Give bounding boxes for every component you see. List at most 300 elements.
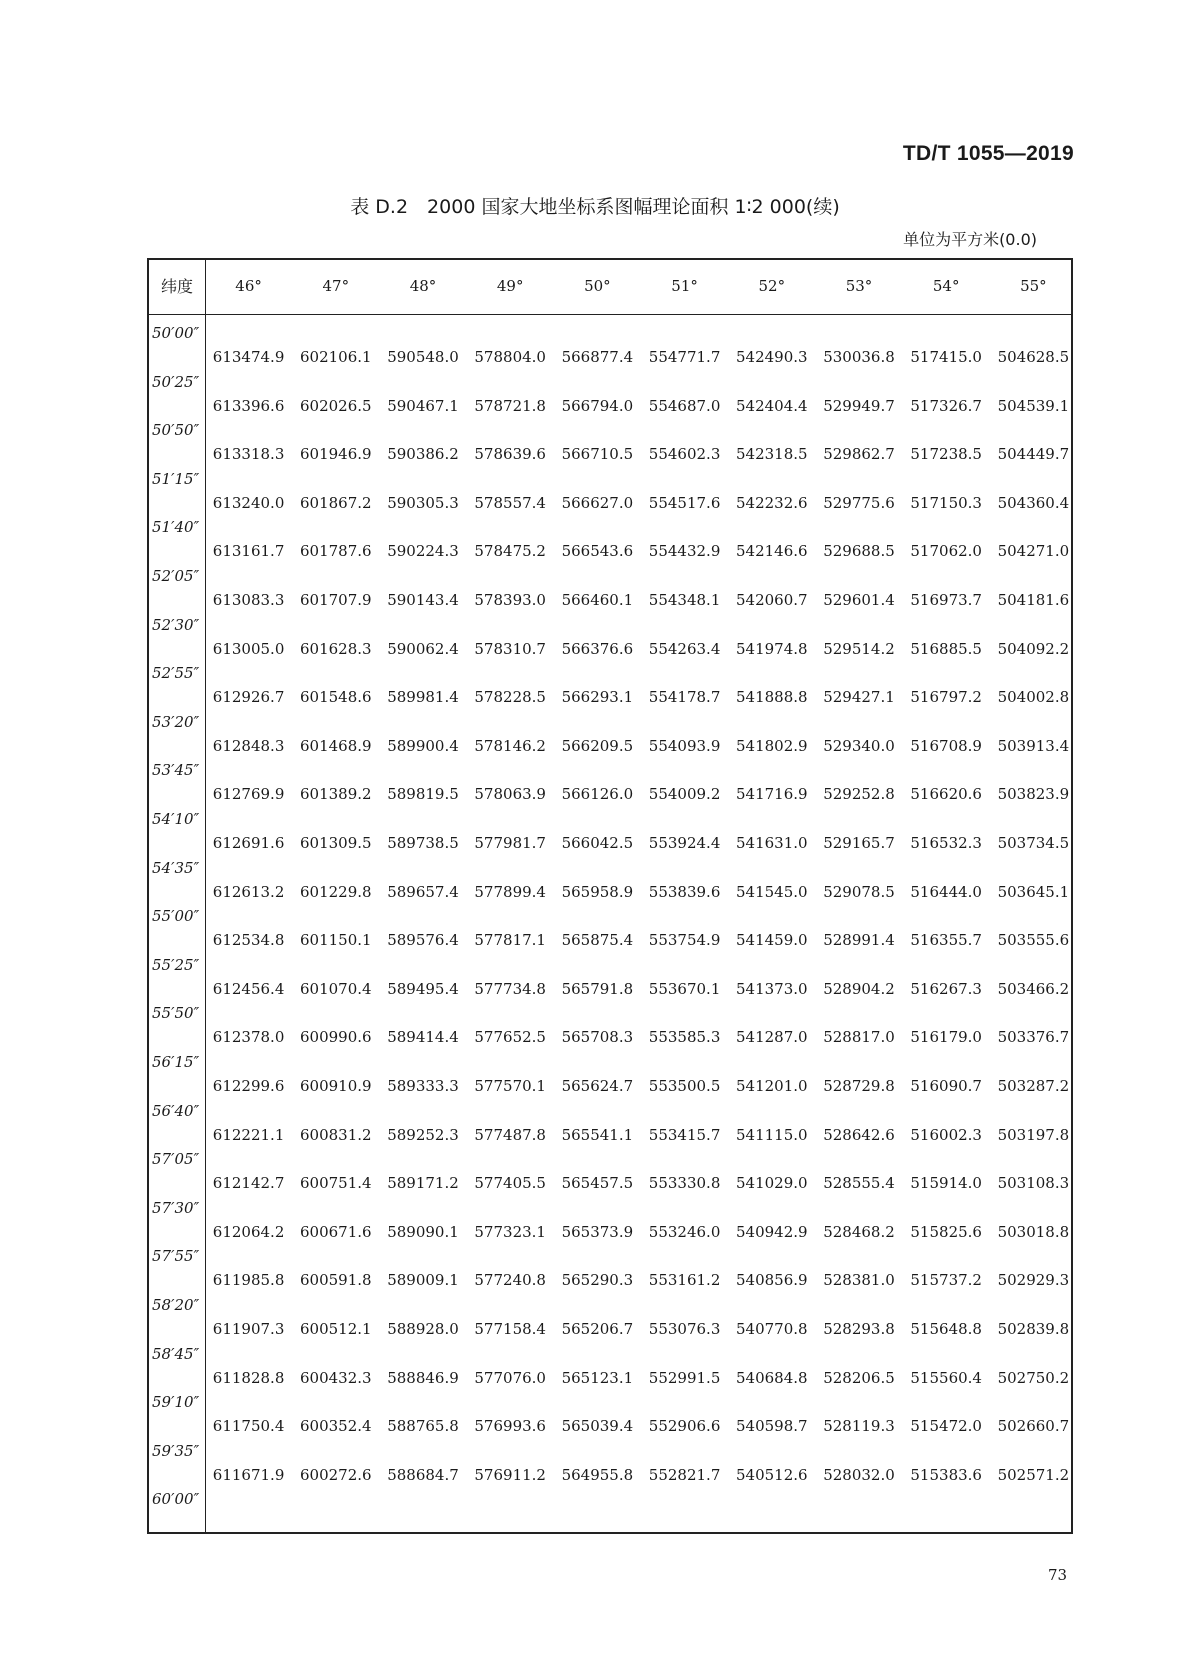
table-cell: 566710.5 bbox=[561, 445, 634, 464]
table-cell: 529688.5 bbox=[823, 542, 895, 561]
table-cell: 541802.9 bbox=[735, 736, 808, 755]
table-cell: 541716.9 bbox=[735, 785, 808, 804]
table-cell: 577323.1 bbox=[474, 1222, 546, 1241]
table-row bbox=[149, 397, 1071, 417]
table-cell: 577158.4 bbox=[474, 1320, 546, 1338]
table-cell: 528991.4 bbox=[823, 931, 895, 950]
table-header-row bbox=[149, 260, 1071, 315]
table-cell: 601389.2 bbox=[299, 785, 372, 804]
table-cell: 590386.2 bbox=[387, 445, 459, 464]
table-cell: 516620.6 bbox=[910, 785, 982, 804]
table-cell: 576911.2 bbox=[474, 1465, 546, 1484]
table-cell: 613240.0 bbox=[212, 493, 285, 512]
table-cell: 504271.0 bbox=[997, 542, 1070, 561]
table-cell: 565123.1 bbox=[561, 1368, 634, 1387]
latitude-label: 51′40″ bbox=[152, 518, 200, 537]
latitude-label: 53′20″ bbox=[152, 712, 200, 731]
table-cell: 565290.3 bbox=[561, 1271, 634, 1290]
table-cell: 529949.7 bbox=[823, 396, 895, 415]
table-cell: 566209.5 bbox=[561, 736, 634, 755]
table-cell: 565373.9 bbox=[561, 1222, 634, 1241]
table-cell: 503734.5 bbox=[997, 834, 1070, 852]
table-cell: 600910.9 bbox=[299, 1077, 372, 1095]
table-cell: 589414.4 bbox=[387, 1028, 459, 1047]
table-cell: 613396.6 bbox=[212, 396, 285, 415]
table-cell: 541373.0 bbox=[735, 979, 808, 998]
latitude-label: 55′00″ bbox=[152, 907, 200, 926]
table-cell: 542404.4 bbox=[735, 396, 808, 415]
table-cell: 612378.0 bbox=[212, 1028, 285, 1047]
table-cell: 613161.7 bbox=[212, 542, 285, 561]
longitude-header: 53° bbox=[845, 277, 873, 295]
table-cell: 611750.4 bbox=[212, 1417, 285, 1436]
table-cell: 542490.3 bbox=[735, 348, 808, 366]
table-cell: 541974.8 bbox=[735, 639, 808, 658]
table-cell: 516002.3 bbox=[910, 1125, 982, 1144]
latitude-label: 56′40″ bbox=[152, 1101, 200, 1120]
table-cell: 529078.5 bbox=[823, 882, 895, 901]
latitude-header: 纬度 bbox=[160, 277, 193, 296]
table-cell: 601150.1 bbox=[299, 931, 372, 950]
table-cell: 517415.0 bbox=[910, 348, 982, 366]
table-cell: 565457.5 bbox=[561, 1174, 634, 1193]
table-cell: 504181.6 bbox=[997, 591, 1070, 609]
table-cell: 552821.7 bbox=[648, 1465, 721, 1484]
table-cell: 612691.6 bbox=[212, 834, 285, 852]
table-cell: 590224.3 bbox=[387, 542, 459, 561]
latitude-label: 60′00″ bbox=[152, 1490, 200, 1509]
table-row bbox=[149, 1466, 1071, 1486]
table-cell: 577570.1 bbox=[474, 1077, 546, 1095]
table-row bbox=[149, 883, 1071, 903]
latitude-label: 55′25″ bbox=[152, 955, 200, 974]
table-cell: 503466.2 bbox=[997, 979, 1070, 998]
table-cell: 602026.5 bbox=[299, 396, 372, 415]
latitude-label: 58′45″ bbox=[152, 1344, 200, 1363]
table-cell: 504449.7 bbox=[997, 445, 1070, 464]
table-cell: 577981.7 bbox=[474, 834, 546, 852]
table-cell: 600512.1 bbox=[299, 1320, 372, 1338]
table-cell: 502750.2 bbox=[997, 1368, 1070, 1387]
table-cell: 564955.8 bbox=[561, 1465, 634, 1484]
table-cell: 612142.7 bbox=[212, 1174, 285, 1193]
table-cell: 541201.0 bbox=[735, 1077, 808, 1095]
table-cell: 554178.7 bbox=[648, 688, 721, 707]
table-cell: 503197.8 bbox=[997, 1125, 1070, 1144]
table-cell: 503823.9 bbox=[997, 785, 1070, 804]
table-cell: 576993.6 bbox=[474, 1417, 546, 1436]
latitude-label: 51′15″ bbox=[152, 469, 200, 488]
latitude-label: 50′50″ bbox=[152, 421, 200, 440]
table-cell: 588846.9 bbox=[387, 1368, 459, 1387]
table-row bbox=[149, 1417, 1071, 1437]
table-cell: 515472.0 bbox=[910, 1417, 982, 1436]
table-cell: 566042.5 bbox=[561, 834, 634, 852]
table-cell: 541631.0 bbox=[735, 834, 808, 852]
table-row bbox=[149, 737, 1071, 757]
table-cell: 577240.8 bbox=[474, 1271, 546, 1290]
table-cell: 554009.2 bbox=[648, 785, 721, 804]
latitude-label: 59′10″ bbox=[152, 1393, 200, 1412]
table-cell: 613083.3 bbox=[212, 591, 285, 609]
table-cell: 602106.1 bbox=[299, 348, 372, 366]
table-cell: 611985.8 bbox=[212, 1271, 285, 1290]
table-cell: 565958.9 bbox=[561, 882, 634, 901]
table-cell: 504539.1 bbox=[997, 396, 1070, 415]
table-cell: 515825.6 bbox=[910, 1222, 982, 1241]
longitude-header: 47° bbox=[322, 277, 350, 295]
table-cell: 600591.8 bbox=[299, 1271, 372, 1290]
table-row bbox=[149, 640, 1071, 660]
table-cell: 578721.8 bbox=[474, 396, 546, 415]
table-cell: 612534.8 bbox=[212, 931, 285, 950]
table-cell: 578804.0 bbox=[474, 348, 546, 366]
table-cell: 553670.1 bbox=[648, 979, 721, 998]
table-cell: 577899.4 bbox=[474, 882, 546, 901]
table-cell: 611907.3 bbox=[212, 1320, 285, 1338]
table-cell: 589495.4 bbox=[387, 979, 459, 998]
table-cell: 540770.8 bbox=[735, 1320, 808, 1338]
table-cell: 578393.0 bbox=[474, 591, 546, 609]
table-cell: 612221.1 bbox=[212, 1125, 285, 1144]
table-cell: 517062.0 bbox=[910, 542, 982, 561]
table-cell: 554602.3 bbox=[648, 445, 721, 464]
table-cell: 554687.0 bbox=[648, 396, 721, 415]
table-row bbox=[149, 1223, 1071, 1243]
table-cell: 601787.6 bbox=[299, 542, 372, 561]
table-row bbox=[149, 688, 1071, 708]
table-cell: 554517.6 bbox=[648, 493, 721, 512]
table-cell: 566376.6 bbox=[561, 639, 634, 658]
table-cell: 613318.3 bbox=[212, 445, 285, 464]
latitude-label: 54′35″ bbox=[152, 858, 200, 877]
table-cell: 612456.4 bbox=[212, 979, 285, 998]
table-cell: 565708.3 bbox=[561, 1028, 634, 1047]
table-cell: 528729.8 bbox=[823, 1077, 895, 1095]
longitude-header: 50° bbox=[584, 277, 611, 295]
area-table bbox=[147, 258, 1073, 1534]
table-cell: 502929.3 bbox=[997, 1271, 1070, 1290]
table-cell: 528119.3 bbox=[823, 1417, 895, 1436]
table-cell: 588928.0 bbox=[387, 1320, 459, 1338]
table-cell: 528293.8 bbox=[823, 1320, 895, 1338]
table-cell: 540598.7 bbox=[735, 1417, 808, 1436]
table-cell: 528904.2 bbox=[823, 979, 895, 998]
table-cell: 577652.5 bbox=[474, 1028, 546, 1047]
table-cell: 577817.1 bbox=[474, 931, 546, 950]
table-cell: 600671.6 bbox=[299, 1222, 372, 1241]
table-cell: 528468.2 bbox=[823, 1222, 895, 1241]
table-row bbox=[149, 1320, 1071, 1340]
table-cell: 611828.8 bbox=[212, 1368, 285, 1387]
longitude-header: 54° bbox=[932, 277, 960, 295]
table-cell: 577734.8 bbox=[474, 979, 546, 998]
table-cell: 503376.7 bbox=[997, 1028, 1070, 1047]
table-cell: 516532.3 bbox=[910, 834, 982, 852]
table-cell: 601229.8 bbox=[299, 882, 372, 901]
latitude-label: 59′35″ bbox=[152, 1441, 200, 1460]
table-cell: 529340.0 bbox=[823, 736, 895, 755]
table-cell: 552906.6 bbox=[648, 1417, 721, 1436]
table-cell: 600352.4 bbox=[299, 1417, 372, 1436]
latitude-label: 52′05″ bbox=[152, 567, 200, 585]
table-cell: 529862.7 bbox=[823, 445, 895, 464]
table-cell: 601309.5 bbox=[299, 834, 372, 852]
table-cell: 553415.7 bbox=[648, 1125, 721, 1144]
longitude-header: 55° bbox=[1020, 277, 1047, 295]
table-cell: 589252.3 bbox=[387, 1125, 459, 1144]
latitude-label: 50′25″ bbox=[152, 372, 200, 391]
longitude-header: 49° bbox=[496, 277, 524, 295]
table-cell: 565875.4 bbox=[561, 931, 634, 950]
table-cell: 516444.0 bbox=[910, 882, 982, 901]
latitude-label: 57′05″ bbox=[152, 1150, 200, 1169]
table-cell: 600751.4 bbox=[299, 1174, 372, 1193]
table-cell: 566877.4 bbox=[561, 348, 634, 366]
longitude-header: 52° bbox=[758, 277, 786, 295]
table-cell: 566794.0 bbox=[561, 396, 634, 415]
table-row bbox=[149, 785, 1071, 805]
table-cell: 541459.0 bbox=[735, 931, 808, 950]
table-row bbox=[149, 1174, 1071, 1194]
table-row bbox=[149, 1028, 1071, 1048]
table-cell: 590548.0 bbox=[387, 348, 459, 366]
table-cell: 590062.4 bbox=[387, 639, 459, 658]
table-cell: 516090.7 bbox=[910, 1077, 982, 1095]
table-cell: 542318.5 bbox=[735, 445, 808, 464]
table-cell: 600432.3 bbox=[299, 1368, 372, 1387]
table-cell: 516885.5 bbox=[910, 639, 982, 658]
table-cell: 612926.7 bbox=[212, 688, 285, 707]
table-cell: 552991.5 bbox=[648, 1368, 721, 1387]
table-row bbox=[149, 1369, 1071, 1389]
table-cell: 612064.2 bbox=[212, 1222, 285, 1241]
table-cell: 515648.8 bbox=[910, 1320, 982, 1338]
table-cell: 553585.3 bbox=[648, 1028, 721, 1047]
latitude-label: 57′55″ bbox=[152, 1247, 200, 1266]
table-cell: 504092.2 bbox=[997, 639, 1070, 658]
standard-code: TD/T 1055—2019 bbox=[902, 142, 1074, 165]
table-cell: 600831.2 bbox=[299, 1125, 372, 1144]
table-caption: 表 D.2 2000 国家大地坐标系图幅理论面积 1∶2 000(续) bbox=[350, 196, 840, 218]
latitude-label: 52′30″ bbox=[152, 615, 200, 634]
longitude-header: 51° bbox=[671, 277, 698, 295]
table-cell: 589333.3 bbox=[387, 1077, 459, 1095]
table-cell: 565541.1 bbox=[561, 1125, 634, 1144]
table-cell: 601070.4 bbox=[299, 979, 372, 998]
table-cell: 578310.7 bbox=[474, 639, 546, 658]
table-cell: 578557.4 bbox=[474, 493, 546, 512]
table-cell: 517238.5 bbox=[910, 445, 982, 464]
table-cell: 565206.7 bbox=[561, 1320, 634, 1338]
table-cell: 565791.8 bbox=[561, 979, 634, 998]
table-row bbox=[149, 1126, 1071, 1146]
latitude-label: 58′20″ bbox=[152, 1296, 200, 1314]
table-cell: 578146.2 bbox=[474, 736, 546, 755]
table-cell: 554093.9 bbox=[648, 736, 721, 755]
table-cell: 515560.4 bbox=[910, 1368, 982, 1387]
page-number: 73 bbox=[1048, 1566, 1068, 1584]
table-cell: 566543.6 bbox=[561, 542, 634, 561]
table-cell: 613005.0 bbox=[212, 639, 285, 658]
table-cell: 541115.0 bbox=[735, 1125, 808, 1144]
table-cell: 517150.3 bbox=[910, 493, 982, 512]
table-cell: 554263.4 bbox=[648, 639, 721, 658]
table-cell: 590467.1 bbox=[387, 396, 459, 415]
table-row bbox=[149, 445, 1071, 465]
table-cell: 578063.9 bbox=[474, 785, 546, 804]
table-cell: 589657.4 bbox=[387, 882, 459, 901]
table-row bbox=[149, 494, 1071, 514]
table-cell: 566126.0 bbox=[561, 785, 634, 804]
table-cell: 502839.8 bbox=[997, 1320, 1070, 1338]
table-cell: 601628.3 bbox=[299, 639, 372, 658]
table-row bbox=[149, 348, 1071, 368]
table-cell: 565624.7 bbox=[561, 1077, 634, 1095]
table-cell: 541287.0 bbox=[735, 1028, 808, 1047]
table-cell: 553246.0 bbox=[648, 1222, 721, 1241]
table-cell: 566460.1 bbox=[561, 591, 634, 609]
table-cell: 529165.7 bbox=[823, 834, 895, 852]
latitude-label: 52′55″ bbox=[152, 664, 200, 683]
latitude-label: 53′45″ bbox=[152, 761, 200, 780]
table-cell: 516797.2 bbox=[910, 688, 982, 707]
latitude-label: 55′50″ bbox=[152, 1004, 200, 1023]
unit-note: 单位为平方米(0.0) bbox=[903, 230, 1037, 249]
latitude-label: 54′10″ bbox=[152, 810, 200, 828]
table-cell: 554348.1 bbox=[648, 591, 721, 609]
table-row bbox=[149, 1077, 1071, 1097]
table-cell: 528206.5 bbox=[823, 1368, 895, 1387]
table-cell: 516973.7 bbox=[910, 591, 982, 609]
table-cell: 541029.0 bbox=[735, 1174, 808, 1193]
table-cell: 504628.5 bbox=[997, 348, 1070, 366]
table-cell: 504002.8 bbox=[997, 688, 1070, 707]
table-cell: 589981.4 bbox=[387, 688, 459, 707]
table-cell: 611671.9 bbox=[212, 1465, 285, 1484]
table-cell: 553076.3 bbox=[648, 1320, 721, 1338]
table-cell: 589576.4 bbox=[387, 931, 459, 950]
table-cell: 612848.3 bbox=[212, 736, 285, 755]
table-cell: 553500.5 bbox=[648, 1077, 721, 1095]
table-cell: 529252.8 bbox=[823, 785, 895, 804]
table-cell: 528817.0 bbox=[823, 1028, 895, 1047]
table-cell: 553839.6 bbox=[648, 882, 721, 901]
table-row bbox=[149, 1271, 1071, 1291]
table-cell: 528381.0 bbox=[823, 1271, 895, 1290]
latitude-label: 50′00″ bbox=[152, 324, 200, 342]
table-cell: 588684.7 bbox=[387, 1465, 459, 1484]
table-cell: 600990.6 bbox=[299, 1028, 372, 1047]
table-cell: 578475.2 bbox=[474, 542, 546, 561]
table-row bbox=[149, 931, 1071, 951]
table-row bbox=[149, 591, 1071, 611]
table-cell: 578639.6 bbox=[474, 445, 546, 464]
table-cell: 588765.8 bbox=[387, 1417, 459, 1436]
table-cell: 529775.6 bbox=[823, 493, 895, 512]
table-cell: 516179.0 bbox=[910, 1028, 982, 1047]
table-cell: 503555.6 bbox=[997, 931, 1070, 950]
table-cell: 601707.9 bbox=[299, 591, 372, 609]
table-cell: 515383.6 bbox=[910, 1465, 982, 1484]
table-cell: 566293.1 bbox=[561, 688, 634, 707]
table-cell: 503108.3 bbox=[997, 1174, 1070, 1193]
table-cell: 554432.9 bbox=[648, 542, 721, 561]
table-cell: 589009.1 bbox=[387, 1271, 459, 1290]
table-cell: 529514.2 bbox=[823, 639, 895, 658]
table-cell: 578228.5 bbox=[474, 688, 546, 707]
table-cell: 566627.0 bbox=[561, 493, 634, 512]
table-cell: 542232.6 bbox=[735, 493, 808, 512]
table-cell: 516708.9 bbox=[910, 736, 982, 755]
table-cell: 590143.4 bbox=[387, 591, 459, 609]
table-cell: 540856.9 bbox=[735, 1271, 808, 1290]
table-cell: 613474.9 bbox=[212, 348, 285, 366]
table-row bbox=[149, 980, 1071, 1000]
table-cell: 589738.5 bbox=[387, 834, 459, 852]
table-cell: 528555.4 bbox=[823, 1174, 895, 1193]
table-cell: 553161.2 bbox=[648, 1271, 721, 1290]
table-cell: 541888.8 bbox=[735, 688, 808, 707]
table-cell: 540512.6 bbox=[735, 1465, 808, 1484]
table-cell: 503018.8 bbox=[997, 1222, 1070, 1241]
table-cell: 503287.2 bbox=[997, 1077, 1070, 1095]
table-cell: 577076.0 bbox=[474, 1368, 546, 1387]
table-cell: 528032.0 bbox=[823, 1465, 895, 1484]
table-cell: 540684.8 bbox=[735, 1368, 808, 1387]
table-cell: 528642.6 bbox=[823, 1125, 895, 1144]
table-cell: 601468.9 bbox=[299, 736, 372, 755]
table-cell: 589171.2 bbox=[387, 1174, 459, 1193]
table-cell: 530036.8 bbox=[823, 348, 895, 366]
table-cell: 554771.7 bbox=[648, 348, 721, 366]
table-cell: 565039.4 bbox=[561, 1417, 634, 1436]
table-cell: 612769.9 bbox=[212, 785, 285, 804]
table-cell: 589819.5 bbox=[387, 785, 459, 804]
table-cell: 612613.2 bbox=[212, 882, 285, 901]
table-cell: 542060.7 bbox=[735, 591, 808, 609]
table-cell: 516355.7 bbox=[910, 931, 982, 950]
table-cell: 601867.2 bbox=[299, 493, 372, 512]
table-cell: 553754.9 bbox=[648, 931, 721, 950]
table-cell: 553330.8 bbox=[648, 1174, 721, 1193]
table-cell: 553924.4 bbox=[648, 834, 721, 852]
table-cell: 600272.6 bbox=[299, 1465, 372, 1484]
table-cell: 542146.6 bbox=[735, 542, 808, 561]
latitude-label: 56′15″ bbox=[152, 1053, 200, 1071]
table-cell: 529427.1 bbox=[823, 688, 895, 707]
table-cell: 612299.6 bbox=[212, 1077, 285, 1095]
table-cell: 503913.4 bbox=[997, 736, 1070, 755]
table-cell: 577487.8 bbox=[474, 1125, 546, 1144]
latitude-label: 57′30″ bbox=[152, 1198, 200, 1217]
table-cell: 504360.4 bbox=[997, 493, 1070, 512]
table-cell: 517326.7 bbox=[910, 396, 982, 415]
table-cell: 502571.2 bbox=[997, 1465, 1070, 1484]
table-cell: 601946.9 bbox=[299, 445, 372, 464]
longitude-header: 48° bbox=[409, 277, 437, 295]
table-row bbox=[149, 542, 1071, 562]
table-row bbox=[149, 834, 1071, 854]
table-cell: 590305.3 bbox=[387, 493, 459, 512]
table-cell: 541545.0 bbox=[735, 882, 808, 901]
table-cell: 540942.9 bbox=[735, 1222, 808, 1241]
table-cell: 577405.5 bbox=[474, 1174, 546, 1193]
longitude-header: 46° bbox=[235, 277, 262, 295]
table-cell: 529601.4 bbox=[823, 591, 895, 609]
table-cell: 589090.1 bbox=[387, 1222, 459, 1241]
table-cell: 515914.0 bbox=[910, 1174, 982, 1193]
